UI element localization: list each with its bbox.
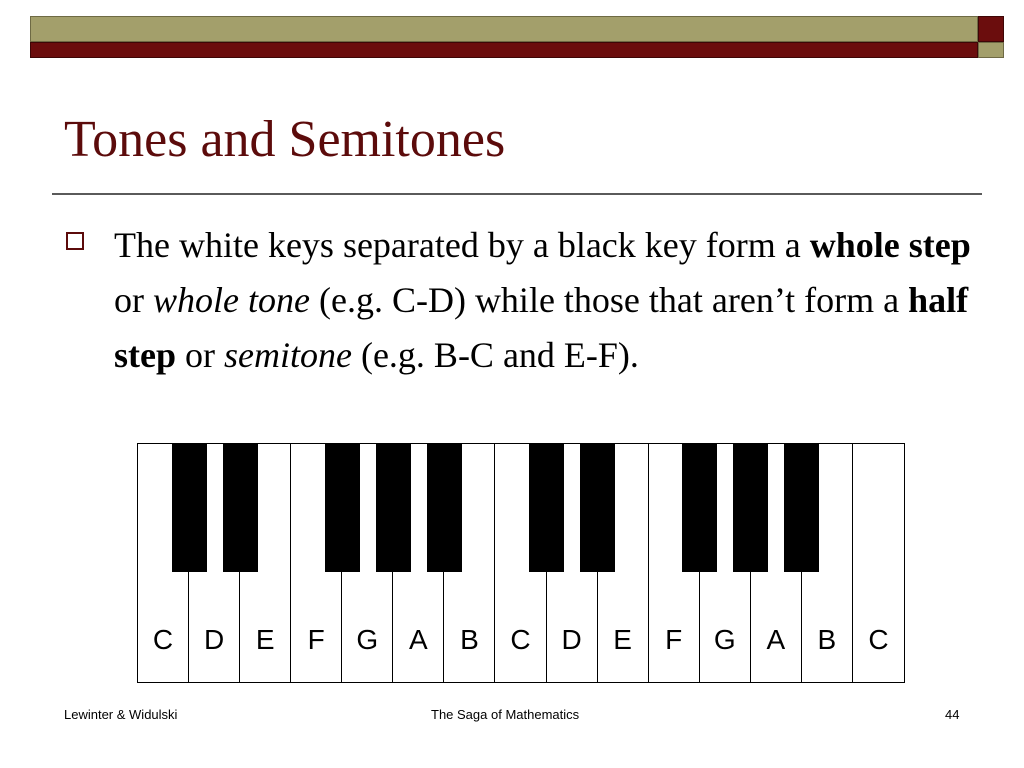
black-key	[682, 444, 717, 572]
black-key	[172, 444, 207, 572]
header-corner-red-square	[978, 16, 1004, 42]
page-number: 44	[945, 707, 960, 722]
piano-keyboard-diagram	[137, 443, 905, 683]
term-semitone: semitone	[224, 335, 352, 375]
bullet-text-part: The white keys separated by a black key form a	[114, 225, 810, 265]
white-key-label: F	[665, 624, 683, 655]
header-corner-olive-square	[978, 42, 1004, 58]
white-key-label: B	[817, 624, 837, 655]
header-red-stripe	[30, 42, 978, 58]
white-key-label: G	[713, 624, 736, 655]
black-key	[223, 444, 258, 572]
white-key-label: G	[356, 624, 379, 655]
slide-title: Tones and Semitones	[64, 111, 506, 168]
white-key-label: C	[868, 624, 889, 655]
footer-book-title: The Saga of Mathematics	[431, 707, 580, 722]
black-key	[376, 444, 411, 572]
white-key-label: A	[409, 624, 428, 655]
white-key-label: C	[510, 624, 531, 655]
term-whole-step: whole step	[809, 225, 971, 265]
white-key-label: A	[766, 624, 786, 655]
white-key-label: E	[613, 624, 632, 655]
bullet-text	[114, 218, 974, 383]
black-key	[733, 444, 768, 572]
white-key-label: F	[307, 624, 325, 655]
white-key-label: D	[561, 624, 582, 655]
black-key	[427, 444, 462, 572]
white-key-label: E	[255, 624, 275, 655]
black-key	[529, 444, 564, 572]
footer-authors: Lewinter & Widulski	[64, 707, 178, 722]
term-half-step: half step	[114, 280, 969, 375]
term-whole-tone: whole tone	[153, 280, 310, 320]
header-olive-band	[30, 16, 978, 42]
bullet-text-part: or	[114, 280, 153, 320]
title-divider	[52, 193, 982, 195]
white-key-label: D	[203, 624, 225, 655]
bullet-text-part: (e.g. B-C and E-F).	[351, 335, 639, 375]
black-key	[784, 444, 819, 572]
white-key	[853, 444, 904, 682]
bullet-square-icon	[66, 232, 84, 250]
black-key	[325, 444, 360, 572]
bullet-text-part: (e.g. C-D) while those that aren’t form a	[309, 280, 909, 320]
black-key	[580, 444, 615, 572]
white-key-label: B	[460, 624, 479, 655]
bullet-text-part: or	[176, 335, 224, 375]
white-key-label: C	[152, 624, 174, 655]
